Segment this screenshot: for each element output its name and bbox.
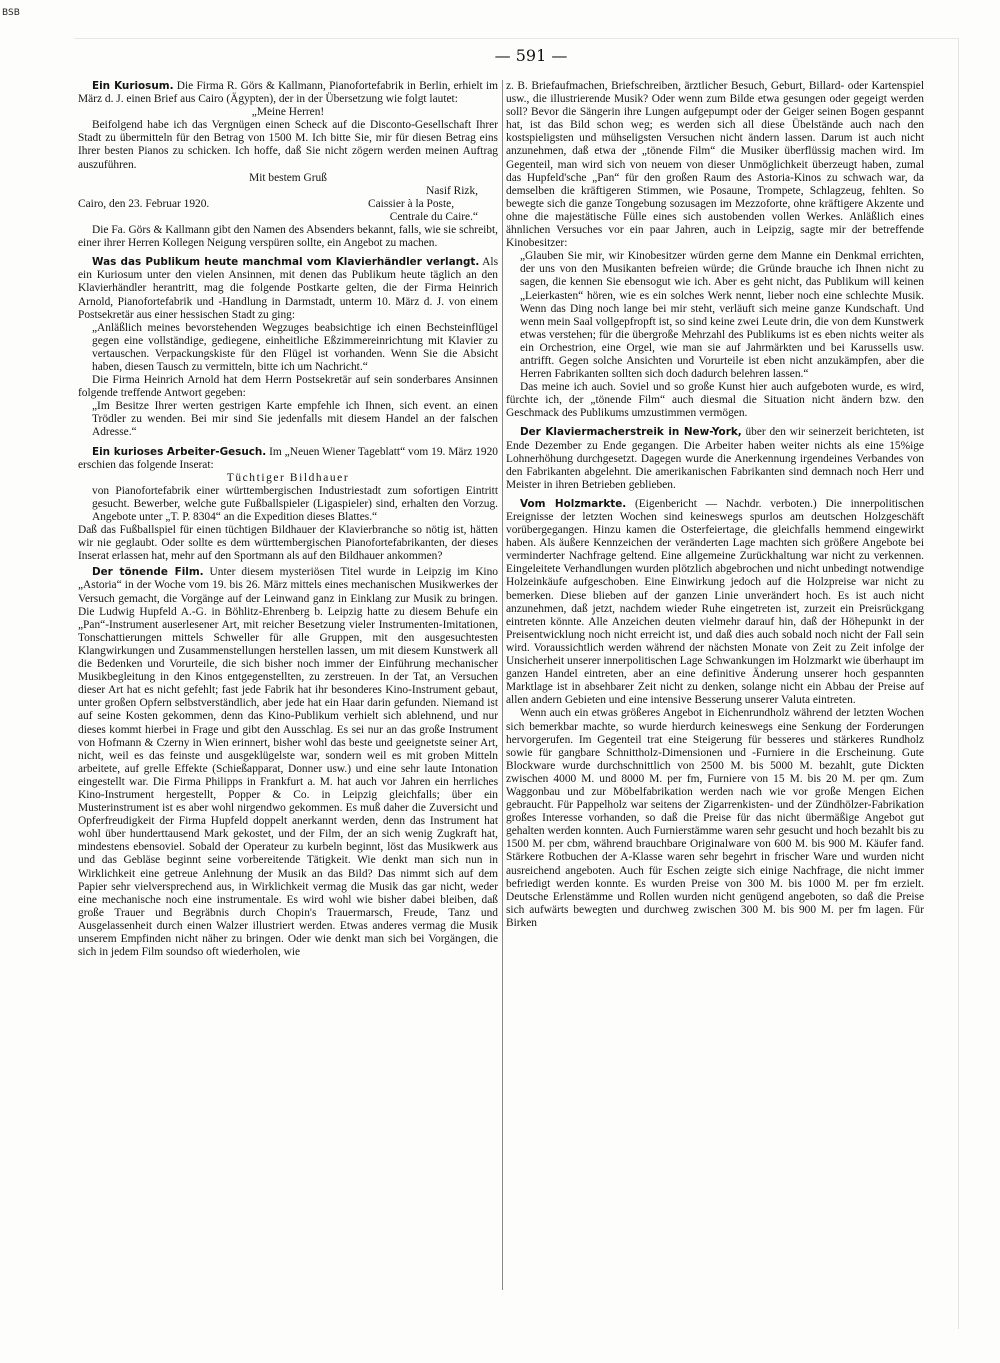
heading-gesuch: Ein kurioses Arbeiter-Gesuch. xyxy=(92,445,267,458)
left-column xyxy=(78,80,498,959)
kuriosum-intro: Die Firma R. Görs & Kallmann, Pianofortefabrik in Berlin, erhielt im März d. J. einen Brief aus Cairo (Ägypten), der in der Übersetzung wie folgt lautet: xyxy=(78,80,498,106)
article-film xyxy=(78,566,498,959)
heading-publikum: Was das Publikum heute manchmal vom Klavierhändler verlangt. xyxy=(92,256,480,269)
gesuch-comment: Daß das Fußballspiel für einen tüchtigen Bildhauer der Klavierbranche so nötig ist, hätten wir nie geglaubt. Oder sollte es dem württembergischen Pianofortefabrikanten, der dieses Inserat erlassen hat, mehr auf den Sportmann als auf den Bildhauer ankommen? xyxy=(78,524,498,563)
heading-kuriosum: Ein Kuriosum. xyxy=(92,80,174,92)
column-divider xyxy=(502,80,503,1290)
holz-body-1: (Eigenbericht — Nachdr. verboten.) Die innerpolitischen Ereignisse der letzten Wochen sind keineswegs spurlos am deutschen Holzgeschäft vorübergegangen. Hinzu kamen die Osterfeiertage, die gleichfalls hemmend eingewirkt haben. Als äußere Kennzeichen der veränderten Lage machten sich größere Angebote bei verminderter Nachfrage geltend. Eine allgemeine Zurückhaltung war nicht zu verkennen. Eingeleitete Verhandlungen wurden plötzlich abgebrochen und nicht unbedingt notwendige Holzeinkäufe aufgeschoben. Eine Einwirkung jedoch auf die Holzpreise war nicht zu bemerken. Diese blieben auf der ganzen Linie unverändert hoch. Es ist auch nicht anzunehmen, daß jetzt, nachdem wieder Ruhe eingetreten ist, zurzeit ein Preisrückgang eintreten könnte. Alle Anzeichen deuten vielmehr darauf hin, daß der Höhepunkt in der Preisentwicklung noch nicht erreicht ist, und daß dies auch sobald noch nicht der Fall sein wird. Voraussichtlich werden während der nächsten Monate von Zeit zu Zeit infolge der Unsicherheit unserer innerpolitischen Lage Schwankungen im Holzmarkt wie überhaupt im ganzen Handel eintreten, aber an eine definitive Änderung unserer hoch gespannten Marktlage ist in absehbarer Zeit nicht zu denken, solange nicht ein Abbau der Preise auf allen andern Gebieten und eine intensive Besserung unserer Valuta eintreten. xyxy=(506,497,924,707)
heading-streik: Der Klaviermacherstreik in New-York, xyxy=(520,426,742,439)
holz-body-2: Wenn auch ein etwas größeres Angebot in Eichenrundholz während der letzten Wochen sich bemerkbar machte, so wurde hierdurch keineswegs eine Senkung der Forderungen hervorgerufen. Im Gegenteil trat eine Steigerung für besseres und stärkeres Rundholz sowie für gangbare Schnittholz-Dimensionen und -Furniere in die Erscheinung. Gute Blockware wurde durchschnittlich von 2500 M. bis 5000 M. bezahlt, gute Dickten zwischen 4000 M. und 8000 M. per fm, Furniere von 15 M. bis 20 M. per qm. Zum Waggonbau und zur Möbelfabrikation werden nach wie vor große Mengen Eichen gebraucht. Für Pappelholz war seitens der Zigarrenkisten- und der Zündhölzer-Fabrikation großes Interesse vorhanden, so daß die Preise für das nicht übermäßige Angebot gut gehalten werden konnten. Auch Furnierstämme waren sehr gesucht und hoch bezahlt bis zu 1500 M. per cbm, während brauchbare Originalware von 600 M. bis 900 M. Käufer fand. Stärkere Rotbuchen der A-Klasse waren sehr begehrt in frischer Ware und wurden nicht ausreichend angeboten. Auch für Eschen zeigte sich einige Nachfrage, die nicht immer befriedigt werden konnte. Es wurden Preise von 300 M. bis 1000 M. per fm erzielt. Deutsche Erlenstämme und Rollen wurden nicht genügend angeboten, so daß die Preise sich aufwärts bewegten und durchweg zwischen 300 M. bis 900 M. per fm lagen. Für Birken xyxy=(506,707,924,929)
library-stamp: BSB xyxy=(2,8,20,18)
gesuch-intro: Im „Neuen Wiener Tageblatt“ vom 19. März 1920 erschien das folgende Inserat: xyxy=(78,445,498,471)
letter-salutation: „Meine Herren! xyxy=(251,106,325,119)
letter-signer-title: Caissier à la Poste, xyxy=(368,197,455,210)
kuriosum-comment: Die Fa. Görs & Kallmann gibt den Namen des Absenders bekannt, falls, wie sie schreibt, einer ihrer Herren Kollegen Neigung verspüren sollte, ein Angebot zu machen. xyxy=(78,224,498,250)
letter-signer-office: Centrale du Caire.“ xyxy=(389,210,478,223)
reply-quote: „Im Besitze Ihrer werten gestrigen Karte empfehle ich Ihnen, sich event. an einen Trödler zu wenden. Bei mir sind Sie jedenfalls mit diesem Handel an der falschen Adresse.“ xyxy=(92,400,498,439)
article-kuriosum xyxy=(78,80,498,106)
letter-body: Beifolgend habe ich das Vergnügen einen Scheck auf die Disconto-Gesellschaft Ihrer Stadt zu übermitteln für den Betrag von 1500 M. Ich bitte Sie, mir für diesen Betrag eins Ihrer besten Pianos zu schicken. Ich hoffe, daß Sie nicht zögern werden meinen Auftrag auszuführen. xyxy=(78,119,498,171)
article-publikum xyxy=(78,256,498,321)
article-gesuch xyxy=(78,446,498,472)
film-cinema-owner-quote: „Glauben Sie mir, wir Kinobesitzer würden gerne dem Manne ein Denkmal errichten, der uns von den Musikanten befreien würde; die Gründe brauche ich Ihnen nicht zu sagen, die kennen Sie ebensogut wie ich. Aber es geht nicht, das Publikum will keinen „Leierkasten“ hören, wie es ein solches Werk nennt, lieber noch eine schlechte Musik. Wenn das Ding noch lange bei mir steht, verläuft sich meine ganze Kundschaft. Und wenn mein Saal vollgepfropft ist, so sind keine zwei Leute drin, die von dem Kunstwerk etwas verstehen; für die übergroße Mehrzahl des Publikums ist es eben nichts weiter als ein Orchestrion, eine Orgel, wie man sie auf Jahrmärkten und bei Karussells usw. antrifft. Gegen solche Ansichten und Vorurteile ist eben nicht anzukämpfen, aber die Herren Fabrikanten sollten sich doch dadurch belehren lassen.“ xyxy=(520,250,924,381)
film-body: Unter diesem mysteriösen Titel wurde in Leipzig im Kino „Astoria“ in der Woche vom 19. bis 26. März mittels eines mechanischen Musikwerkes der Versuch gemacht, die Vorgänge auf der Leinwand ganz in Einklang zur Musik zu bringen. Die Ludwig Hupfeld A.-G. in Böhlitz-Ehrenberg b. Leipzig hatte zu diesem Behufe ein „Pan“-Instrument auserlesener Art, mit reicher Besetzung vieler Instrumenten-Imitationen, Tonschattierungen mittels Schweller für alle Gruppen, mit den ausgesuchtesten Klangwirkungen und Zusammenstellungen herstellen lassen, um mit diesem Kunstwerk all die Bedenken und Vorurteile, die sich bisher noch immer der Einführung mechanischer Musikbegleitung in den Kinos entgegenstellten, zu zerstreuen. In der Tat, an Versuchen dieser Art hat es nicht gefehlt; fast jede Fabrik hat ihr besonderes Kino-Instrument gebaut, unter großen Opfern selbstverständlich, aber jede hat ein Haar darin gefunden. Niemand ist auf seine Kosten gekommen, denn das Kino-Publikum verhielt sich ablehnend, und nur dieses kommt hierbei in Frage und gibt den Ausschlag. Es sei nur an das große Instrument von Hofmann & Czerny in Wien erinnert, bisher wohl das beste und geeignetste seiner Art, nicht, weil es das feinste und ausgeklügelste war, sondern weil es mit groben Mitteln arbeitete, auf grelle Effekte (Schießapparat, Donner usw.) und eine sehr laute Intonation eingestellt war. Die Firma Philipps in Frankfurt a. M. hat auch vor Jahren ein herrliches Kino-Instrument hergestellt, Popper & Co. in Leipzig gleichfalls; über ein Musterinstrument ist es aber wohl nirgendwo gekommen. Es muß daher die Zuversicht und Opferfreudigkeit der Firma Hupfeld doppelt anerkannt werden, denn das Instrument hat wohl über hunderttausend Mark gekostet, und der Film, der an sich wenig Zugkraft hat, mindestens ebensoviel. Sobald der Operateur zu kurbeln beginnt, löst das Musikwerk aus und das Gebläse beginnt seine vorbereitende Tätigkeit. Wie denkt man sich nun in Wirklichkeit eine getreue Anlehnung der Musik an das Bild? Das nimmt sich auf dem Papier sehr vielversprechend aus, in Wirklichkeit vermag die Musik das gar nicht, weder eine mechanische noch eine instrumentale. Es wird wohl wie bisher dabei bleiben, daß große Trauer und Begräbnis durch Chopin's Trauermarsch, Freude, Tanz und Ausgelassenheit durch einen Walzer illustriert werden. Etwas anderes vermag die Musik unserem Empfinden nicht näher zu bringen. Oder wie denkt man sich bei Vorgängen, die sich in jedem Film soundso oft wiederholen, wie xyxy=(78,566,498,959)
article-streik xyxy=(506,426,924,491)
publikum-intro: Als ein Kuriosum unter den vielen Ansinnen, mit denen das Publikum heute täglich an den Klavierhändler herantritt, mag die folgende Postkarte gelten, die der Firma Heinrich Arnold, Pianofortefabrik und -Handlung in Darmstadt, unterm 10. März d. J. von einem Postsekretär aus einer hessischen Stadt zu ging: xyxy=(78,256,498,321)
letter-signer-name: Nasif Rizk, xyxy=(426,184,478,197)
article-holz xyxy=(506,498,924,708)
ad-text: von Pianofortefabrik einer württembergischen Industriestadt zum sofortigen Eintritt gesucht. Bewerber, welche gute Fußballspieler (Ligaspieler) sind, erhalten den Vorzug. Angebote unter „T. P. 8304“ an die Expedition dieses Blattes.“ xyxy=(92,484,498,523)
reply-intro: Die Firma Heinrich Arnold hat dem Herrn Postsekretär auf sein sonderbares Ansinnen folgende treffende Antwort gegeben: xyxy=(78,374,498,400)
letter-closing: Mit bestem Gruß xyxy=(249,171,327,184)
heading-film: Der tönende Film. xyxy=(92,566,204,579)
letter-place-date: Cairo, den 23. Februar 1920. xyxy=(78,197,210,210)
ad-title: Tüchtiger Bildhauer xyxy=(226,471,350,484)
letter-signature-row xyxy=(78,198,498,211)
streik-body: über den wir seinerzeit berichteten, ist Ende Dezember zu Ende gegangen. Die Arbeiter haben weiter nichts als eine 15%ige Lohnerhöhung durchgesetzt. Dagegen wurde die Anerkennung irgendeines Verbandes von den Fabrikanten abgelehnt. Die amerikanischen Fabrikanten sind demnach noch Herr und Meister in ihren Betrieben geblieben. xyxy=(506,426,924,491)
heading-holz: Vom Holzmarkte. xyxy=(520,497,627,510)
postcard-quote: „Anläßlich meines bevorstehenden Wegzuges beabsichtige ich einen Bechsteinflügel gegen eine vollständige, gediegene, einheitliche Eßzimmereinrichtung mit Klavier zu vertauschen. Verpackungskiste für den Flügel ist vorhanden. Wenn Sie die Absicht haben, diesen Tausch zu vermitteln, bitte ich um Nachricht.“ xyxy=(92,321,498,373)
film-conclusion: Das meine ich auch. Soviel und so große Kunst hier auch aufgeboten wurde, es wird, fürchte ich, der „tönende Film“ auch diesmal die Situation nicht ändern bzw. den Geschmack des Publikums umzustimmen vermögen. xyxy=(506,381,924,420)
page-number: — 591 — xyxy=(494,46,568,65)
film-continuation: z. B. Briefaufmachen, Briefschreiben, ärztlicher Besuch, Geburt, Billard- oder Kartenspiel usw., die illustrierende Musik? Oder wenn zum Bilde etwa gesungen oder gegeigt werden soll? Bevor die Sängerin ihre Lungen aufgepumpt oder der Geiger seinen Bogen gespannt hat, ist das Bild schon weg; es werden sich all diese Übelstände auch nach den kostspieligsten und mühseligsten Versuchen nicht ändern lassen. Darum ist auch nicht anzunehmen, daß etwa der „tönende Film“ die Musiker überflüssig machen wird. Im Gegenteil, man wird sich von neuem von dieser Unmöglichkeit überzeugt haben, zumal das Hupfeld'sche „Pan“ für den großen Raum des Astoria-Kinos zu schwach war, da demselben die kräftigeren Stimmen, wie Posaune, Trompete, Schlagzeug, fehlten. So bewegte sich die ganze Tongebung sozusagen im Mezzoforte, ohne kräftigere Akzente und ohne die majestätische Fülle eines sich austobenden vollen Werkes. Anläßlich eines ähnlichen Versuches vor ein paar Jahren, auch in Leipzig, sagte mir der betreffende Kinobesitzer: xyxy=(506,80,924,250)
right-column xyxy=(506,80,924,930)
